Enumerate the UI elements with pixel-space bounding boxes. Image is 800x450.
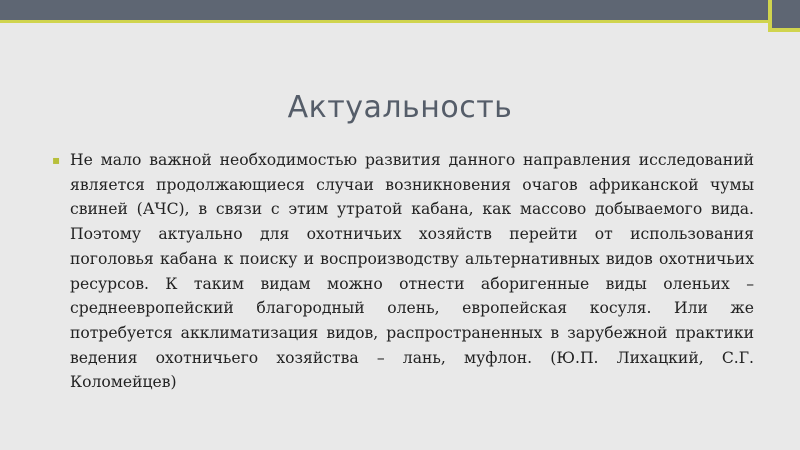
- top-accent-line: [0, 20, 800, 23]
- bullet-icon: ▪: [52, 153, 61, 167]
- bullet-text: Не мало важной необходимостью развития данного направления исследований является продолжающиеся случаи возникновения очагов африканской чумы свиней (АЧС), в связи с этим утратой кабана, как массово добываемого вида. Поэтому актуально для охотничьих хозяйств перейти от использования поголовья кабана к поиску и воспроизводству альтернативных видов охотничьих ресурсов. К таким видам можно отнести аборигенные виды оленьих – среднеевропейский благородный олень, европейская косуля. Или же потребуется акклиматизация видов, распространенных в зарубежной практики ведения охотничьего хозяйства – лань, муфлон. (Ю.П. Лихацкий, С.Г. Коломейцев): [70, 151, 754, 392]
- top-decorative-band: [0, 0, 800, 20]
- corner-accent-horizontal: [768, 28, 800, 32]
- bullet-item: [52, 148, 754, 395]
- slide-content: [52, 148, 754, 395]
- corner-decorative-block: [770, 0, 800, 30]
- slide-title: Актуальность: [287, 90, 513, 125]
